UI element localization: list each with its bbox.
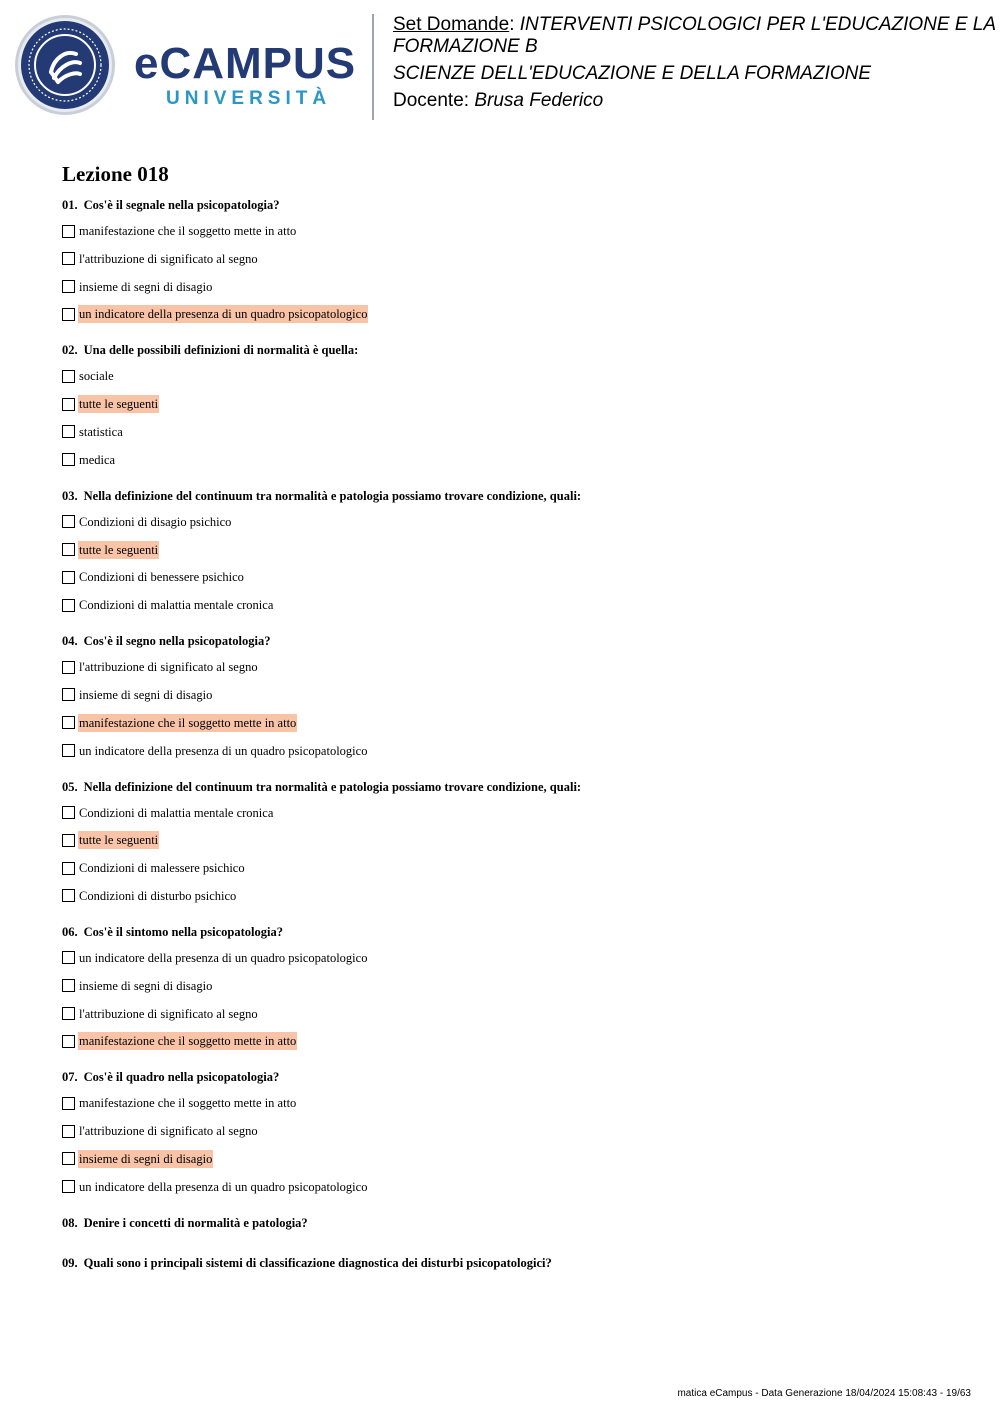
answer-option[interactable] xyxy=(62,1121,962,1141)
logo-universita-text: UNIVERSITÀ xyxy=(166,88,332,109)
answer-text: Condizioni di disturbo psichico xyxy=(79,888,237,903)
question-block xyxy=(62,196,962,324)
correct-answer-text: insieme di segni di disagio xyxy=(79,1151,213,1166)
question-text xyxy=(62,923,962,941)
answer-checkbox[interactable] xyxy=(62,398,75,411)
answer-option[interactable] xyxy=(62,567,962,587)
answer-option[interactable] xyxy=(62,657,962,677)
answer-checkbox[interactable] xyxy=(62,744,75,757)
answer-option[interactable] xyxy=(62,741,962,761)
answer-text: un indicatore della presenza di un quadro psicopatologico xyxy=(79,743,368,758)
answer-option[interactable] xyxy=(62,886,962,906)
question-number: 05. xyxy=(62,779,78,794)
answer-option[interactable] xyxy=(62,713,962,733)
question-text xyxy=(62,1254,962,1272)
answer-option[interactable] xyxy=(62,595,962,615)
answer-option[interactable] xyxy=(62,304,962,324)
answer-checkbox[interactable] xyxy=(62,979,75,992)
question-list xyxy=(62,196,962,1272)
teacher-line xyxy=(393,90,998,112)
answer-checkbox[interactable] xyxy=(62,661,75,674)
answer-checkbox[interactable] xyxy=(62,834,75,847)
answer-option[interactable] xyxy=(62,1093,962,1113)
question-label: Denire i concetti di normalità e patologia? xyxy=(83,1215,308,1230)
question-label: Quali sono i principali sistemi di classificazione diagnostica dei disturbi psicopatologici? xyxy=(83,1255,552,1270)
question-label: Nella definizione del continuum tra normalità e patologia possiamo trovare condizione, quali: xyxy=(83,488,582,503)
question-text xyxy=(62,1214,962,1232)
answer-option[interactable] xyxy=(62,394,962,414)
answer-text: insieme di segni di disagio xyxy=(79,687,213,702)
question-text xyxy=(62,778,962,796)
answer-text: un indicatore della presenza di un quadro psicopatologico xyxy=(79,950,368,965)
answer-text: Condizioni di malattia mentale cronica xyxy=(79,598,274,613)
question-block xyxy=(62,632,962,760)
answer-option[interactable] xyxy=(62,1031,962,1051)
question-label: Nella definizione del continuum tra normalità e patologia possiamo trovare condizione, quali: xyxy=(83,779,582,794)
correct-answer-text: manifestazione che il soggetto mette in atto xyxy=(79,715,297,730)
answer-text: Condizioni di malessere psichico xyxy=(79,861,245,876)
correct-answer-text: un indicatore della presenza di un quadro psicopatologico xyxy=(79,307,368,322)
question-number: 02. xyxy=(62,343,78,358)
answer-checkbox[interactable] xyxy=(62,1097,75,1110)
answer-checkbox[interactable] xyxy=(62,370,75,383)
answer-text: insieme di segni di disagio xyxy=(79,978,213,993)
answer-checkbox[interactable] xyxy=(62,252,75,265)
answer-option[interactable] xyxy=(62,685,962,705)
answer-checkbox[interactable] xyxy=(62,571,75,584)
question-text xyxy=(62,632,962,650)
answer-text: un indicatore della presenza di un quadro psicopatologico xyxy=(79,1179,368,1194)
answer-checkbox[interactable] xyxy=(62,543,75,556)
answer-checkbox[interactable] xyxy=(62,862,75,875)
answer-option[interactable] xyxy=(62,450,962,470)
answer-option[interactable] xyxy=(62,366,962,386)
answer-option[interactable] xyxy=(62,1004,962,1024)
answer-text: Condizioni di malattia mentale cronica xyxy=(79,805,274,820)
question-number: 04. xyxy=(62,634,78,649)
answer-text: l'attribuzione di significato al segno xyxy=(79,660,258,675)
question-block xyxy=(62,923,962,1051)
question-number: 08. xyxy=(62,1215,78,1230)
question-label: Cos'è il segnale nella psicopatologia? xyxy=(83,198,280,212)
question-number: 07. xyxy=(62,1070,78,1085)
answer-checkbox[interactable] xyxy=(62,225,75,238)
degree-name: SCIENZE DELL'EDUCAZIONE E DELLA FORMAZIONE xyxy=(393,63,872,84)
answer-text: manifestazione che il soggetto mette in atto xyxy=(79,1096,297,1111)
answer-text: Condizioni di disagio psichico xyxy=(79,514,232,529)
question-block xyxy=(62,487,962,615)
answer-option[interactable] xyxy=(62,858,962,878)
answer-checkbox[interactable] xyxy=(62,1035,75,1048)
question-number: 06. xyxy=(62,924,78,939)
header-divider xyxy=(372,14,374,120)
teacher-label: Docente: xyxy=(393,90,470,111)
answer-option[interactable] xyxy=(62,976,962,996)
answer-option[interactable] xyxy=(62,540,962,560)
answer-checkbox[interactable] xyxy=(62,688,75,701)
answer-checkbox[interactable] xyxy=(62,1125,75,1138)
answer-option[interactable] xyxy=(62,1149,962,1169)
answer-text: l'attribuzione di significato al segno xyxy=(79,1124,258,1139)
answer-option[interactable] xyxy=(62,830,962,850)
set-separator: : xyxy=(509,14,515,35)
question-block xyxy=(62,1068,962,1196)
course-title-line1: INTERVENTI PSICOLOGICI PER L'EDUCAZIONE E LA xyxy=(519,14,997,35)
logo-ecampus-text: eCAMPUS xyxy=(134,39,357,88)
correct-answer-text: manifestazione che il soggetto mette in atto xyxy=(79,1034,297,1049)
answer-option[interactable] xyxy=(62,221,962,241)
answer-checkbox[interactable] xyxy=(62,308,75,321)
question-number: 03. xyxy=(62,488,78,503)
answer-option[interactable] xyxy=(62,512,962,532)
answer-option[interactable] xyxy=(62,249,962,269)
answer-checkbox[interactable] xyxy=(62,515,75,528)
lesson-content xyxy=(62,160,962,1294)
question-number: 01. xyxy=(62,198,78,212)
answer-checkbox[interactable] xyxy=(62,425,75,438)
answer-option[interactable] xyxy=(62,1177,962,1197)
correct-answer-text: tutte le seguenti xyxy=(79,397,159,412)
answer-text: l'attribuzione di significato al segno xyxy=(79,1006,258,1021)
teacher-name: Brusa Federico xyxy=(474,90,604,111)
question-label: Cos'è il quadro nella psicopatologia? xyxy=(83,1070,280,1085)
correct-answer-text: tutte le seguenti xyxy=(79,833,159,848)
answer-text: Condizioni di benessere psichico xyxy=(79,570,244,585)
ecampus-seal-logo xyxy=(14,14,116,116)
answer-checkbox[interactable] xyxy=(62,453,75,466)
answer-checkbox[interactable] xyxy=(62,951,75,964)
answer-checkbox[interactable] xyxy=(62,1007,75,1020)
question-text xyxy=(62,196,962,214)
answer-option[interactable] xyxy=(62,948,962,968)
set-domande-label: Set Domande xyxy=(393,14,510,35)
question-number: 09. xyxy=(62,1255,78,1270)
question-text xyxy=(62,1068,962,1086)
answer-checkbox[interactable] xyxy=(62,806,75,819)
course-heading xyxy=(393,14,998,58)
course-title-line2: FORMAZIONE B xyxy=(393,36,538,57)
answer-text: statistica xyxy=(79,424,123,439)
correct-answer-text: tutte le seguenti xyxy=(79,542,159,557)
answer-option[interactable] xyxy=(62,803,962,823)
question-label: Una delle possibili definizioni di normalità è quella: xyxy=(83,343,359,358)
answer-checkbox[interactable] xyxy=(62,1152,75,1165)
question-block xyxy=(62,341,962,469)
answer-text: medica xyxy=(79,452,116,467)
answer-checkbox[interactable] xyxy=(62,889,75,902)
answer-text: manifestazione che il soggetto mette in atto xyxy=(79,224,297,238)
question-text xyxy=(62,487,962,505)
question-label: Cos'è il sintomo nella psicopatologia? xyxy=(83,924,283,939)
question-block xyxy=(62,778,962,906)
page-footer: matica eCampus - Data Generazione 18/04/2024 15:08:43 - 19/63 xyxy=(677,1388,971,1399)
answer-checkbox[interactable] xyxy=(62,1180,75,1193)
question-text xyxy=(62,341,962,359)
answer-checkbox[interactable] xyxy=(62,716,75,729)
question-block xyxy=(62,1214,962,1232)
answer-text: insieme di segni di disagio xyxy=(79,279,213,294)
page-header xyxy=(0,0,1000,130)
answer-checkbox[interactable] xyxy=(62,280,75,293)
ecampus-wordmark-logo xyxy=(134,40,359,112)
answer-text: sociale xyxy=(79,369,114,384)
answer-option[interactable] xyxy=(62,277,962,297)
answer-option[interactable] xyxy=(62,422,962,442)
lesson-title: Lezione 018 xyxy=(62,162,169,186)
header-info xyxy=(393,14,998,112)
answer-checkbox[interactable] xyxy=(62,599,75,612)
question-label: Cos'è il segno nella psicopatologia? xyxy=(83,634,271,649)
answer-text: l'attribuzione di significato al segno xyxy=(79,251,258,266)
question-block xyxy=(62,1254,962,1272)
